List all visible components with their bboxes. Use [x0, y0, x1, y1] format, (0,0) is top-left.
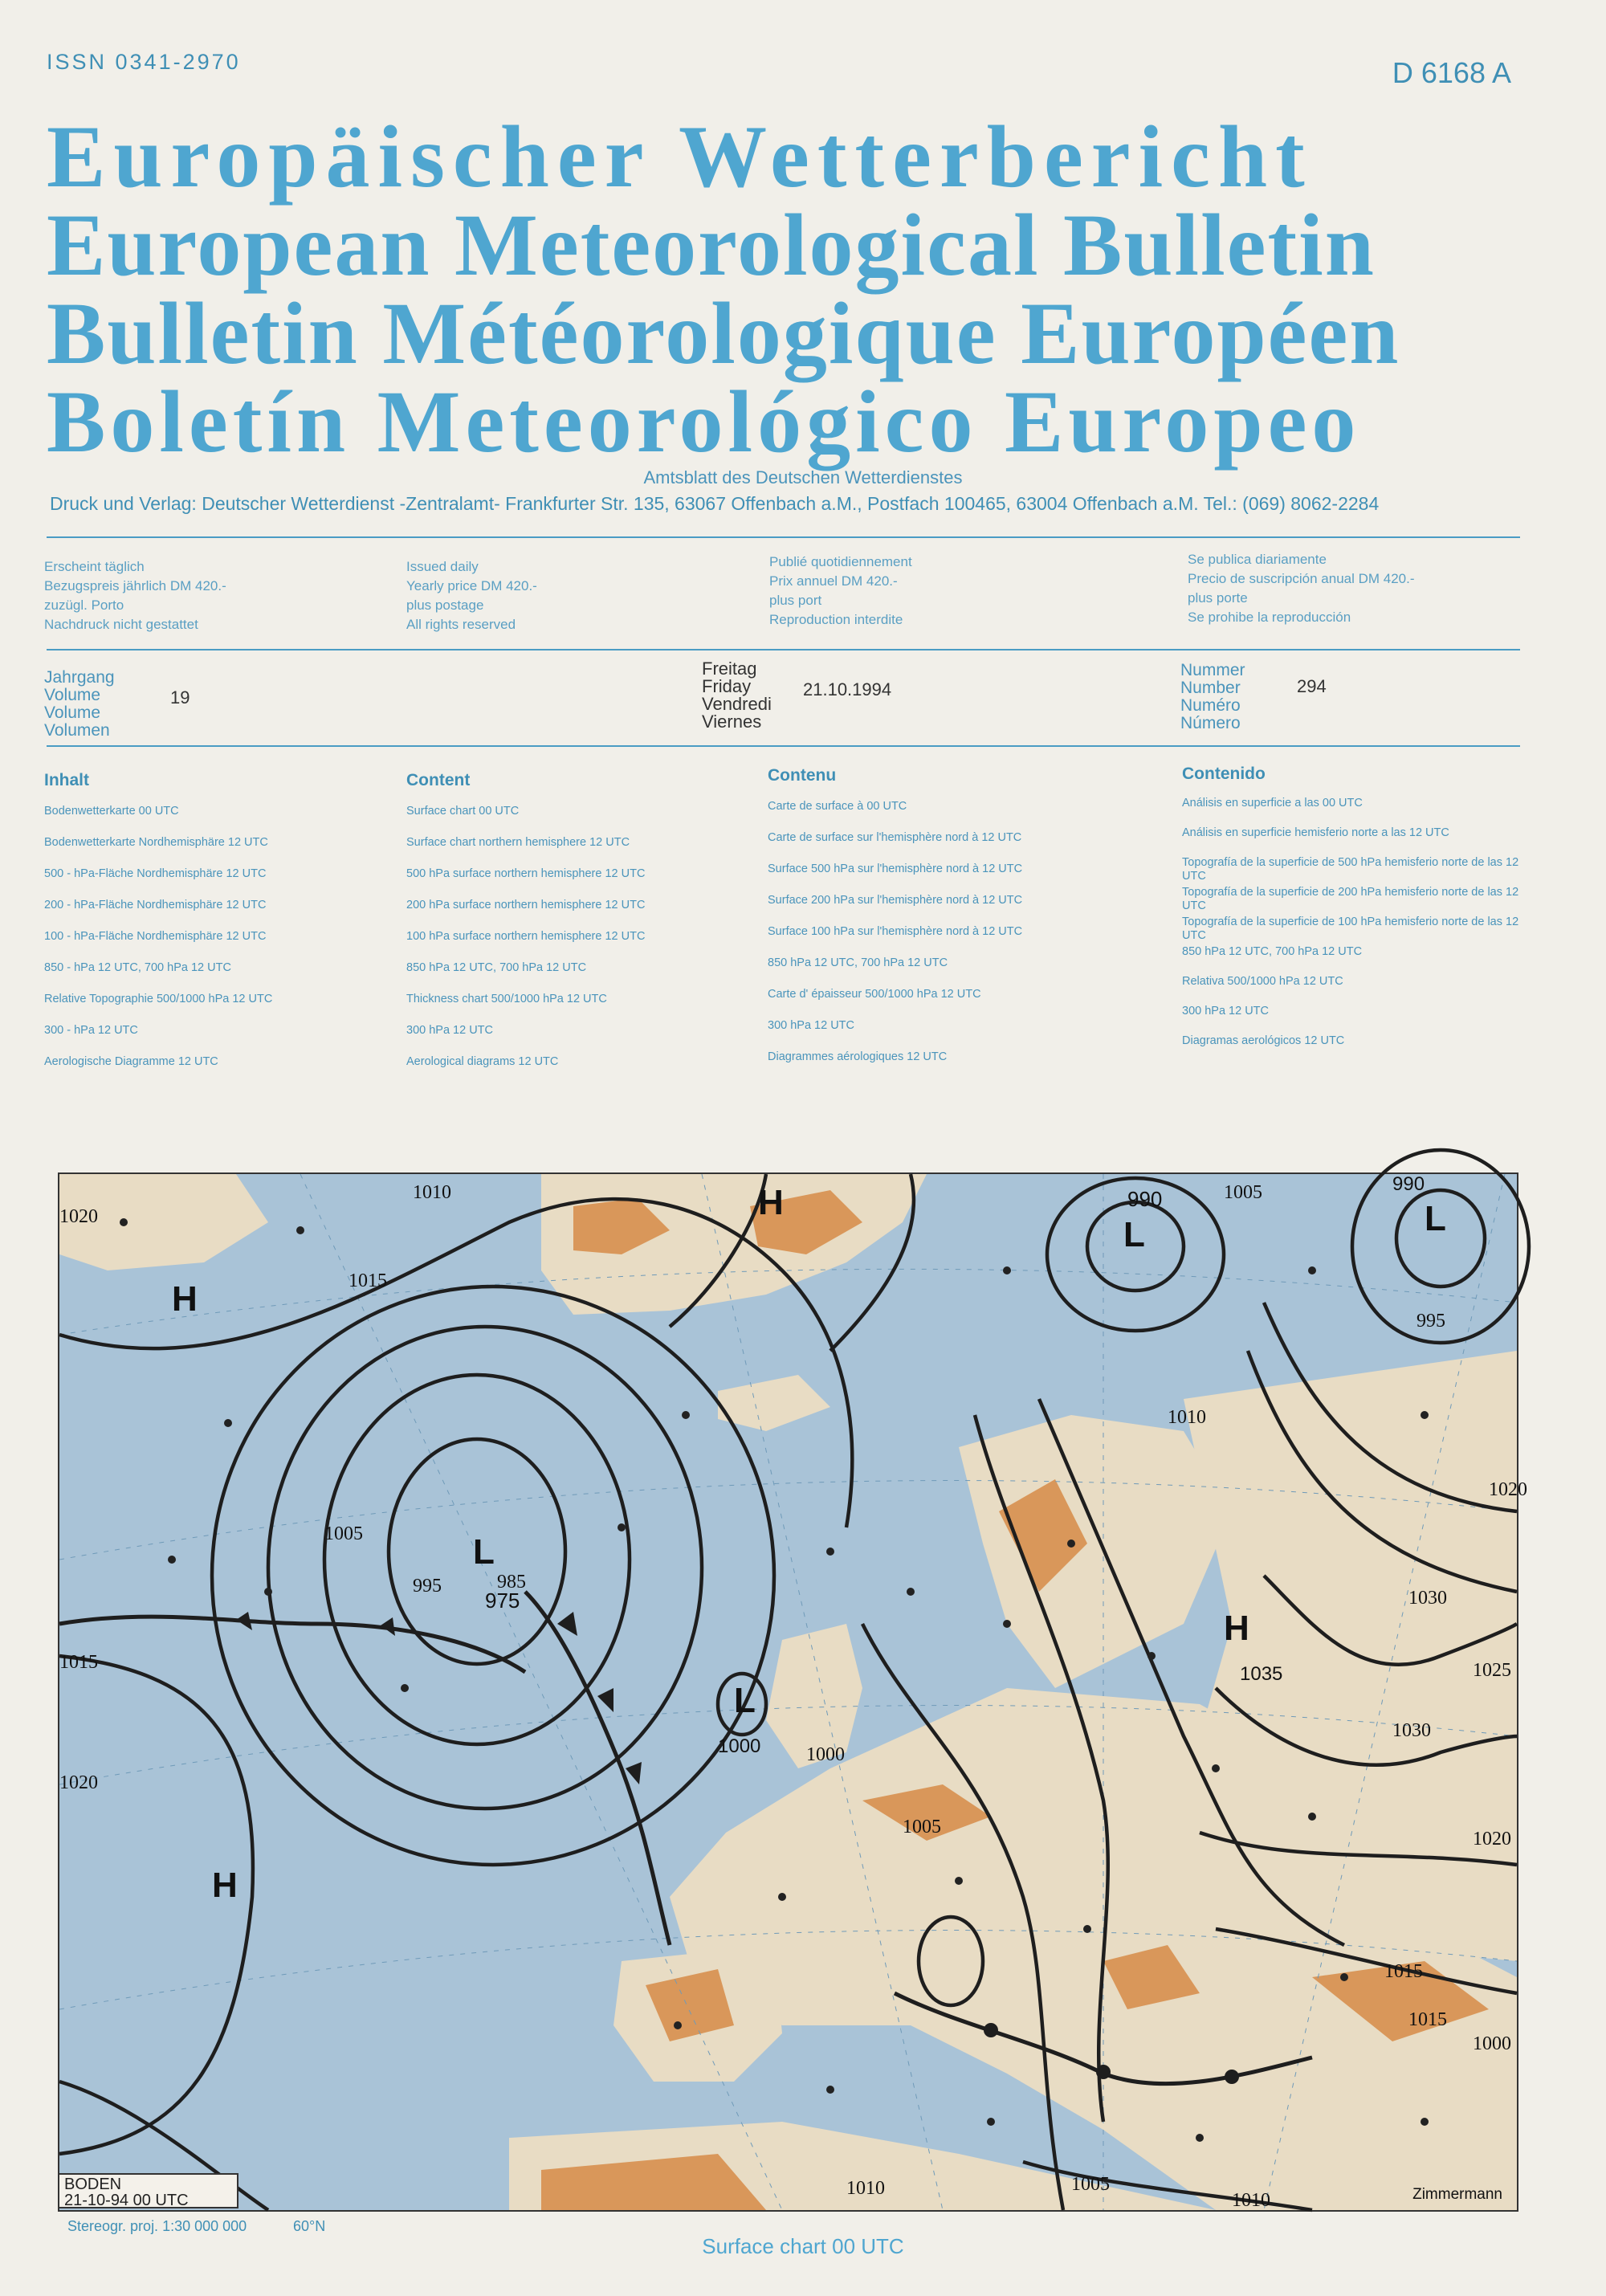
issue-date: 21.10.1994 — [803, 679, 892, 699]
terms-german: Erscheint täglich Bezugspreis jährlich DM 420.- zuzügl. Porto Nachdruck nicht gestattet — [44, 559, 226, 632]
contents-french: Contenu Carte de surface à 00 UTC Carte de surface sur l'hemisphère nord à 12 UTC Surface 500 hPa sur l'hemisphère nord à 12 UTC Surface 200 hPa sur l'hemisphère nord à 12 UTC Surface 100 hPa sur l'hemisphère nord à 12 UTC 850 hPa 12 UTC, 700 hPa 12 UTC Carte d' épaisseur 500/1000 hPa 12 UTC 300 hPa 12 UTC Diagrammes aérologiques 12 UTC — [768, 766, 1023, 1063]
map-caption: Surface chart 00 UTC — [702, 2234, 904, 2258]
isobar-label: 1025 — [1473, 1660, 1511, 1681]
contents-spanish: Contenido Análisis en superficie a las 00 UTC Análisis en superficie hemisferio norte a las 12 UTC Topografía de la superficie de 500 hPa hemisferio norte de las 12 UTC Topografía de la superficie de 200 hPa hemisferio norte de las 12 UTC Topografía de la superficie de 100 hPa hemisferio norte de las 12 UTC 850 hPa 12 UTC, 700 hPa 12 UTC Relativa 500/1000 hPa 12 UTC 300 hPa 12 UTC Diagramas aerológicos 12 UTC — [1182, 765, 1519, 1047]
isobar-label: 1010 — [413, 1182, 451, 1203]
isobar-label: 1010 — [1168, 1407, 1206, 1428]
map-stamp: BODEN 21-10-94 00 UTC — [58, 2173, 238, 2208]
low-center-value: 990 — [1392, 1173, 1425, 1195]
isobar-label: 1005 — [324, 1523, 363, 1544]
publisher-line: Druck und Verlag: Deutscher Wetterdienst -Zentralamt- Frankfurter Str. 135, 63067 Offenbach a.M., Postfach 100465, 63004 Offenbach a.M. Tel.: (069) 8062-2284 — [50, 493, 1380, 514]
issn: ISSN 0341-2970 — [47, 50, 241, 74]
volume-labels: Jahrgang Volume Volume Volumen — [44, 668, 115, 740]
volume-value: 19 — [170, 687, 190, 708]
isobar-label: 1020 — [59, 1206, 98, 1227]
divider — [47, 745, 1520, 747]
map-projection: Stereogr. proj. 1:30 000 000 — [67, 2218, 247, 2234]
isobar-label: 1010 — [1232, 2190, 1270, 2211]
contents-english: Content Surface chart 00 UTC Surface chart northern hemisphere 12 UTC 500 hPa surface northern hemisphere 12 UTC 200 hPa surface northern hemisphere 12 UTC 100 hPa surface northern hemisphere 12 UTC 850 hPa 12 UTC, 700 hPa 12 UTC Thickness chart 500/1000 hPa 12 UTC 300 hPa 12 UTC Aerological diagrams 12 UTC — [406, 771, 646, 1068]
number-labels: Nummer Number Numéro Número — [1180, 661, 1245, 732]
isobar-label: 1015 — [349, 1270, 387, 1291]
terms-english: Issued daily Yearly price DM 420.- plus postage All rights reserved — [406, 559, 537, 632]
isobar-label: 1005 — [1224, 1182, 1262, 1203]
high-center-label: H — [1224, 1609, 1249, 1648]
isobar-label: 1005 — [1071, 2174, 1110, 2195]
terms-french: Publié quotidiennement Prix annuel DM 420.- plus port Reproduction interdite — [769, 554, 912, 627]
high-center-label: H — [212, 1866, 238, 1905]
isobar-label: 1015 — [1408, 2009, 1447, 2030]
isobar-label: 1010 — [846, 2178, 885, 2199]
high-center-value: 1035 — [1240, 1663, 1283, 1685]
low-center-label: L — [473, 1532, 495, 1572]
surface-weather-map — [58, 1172, 1527, 2212]
day-labels: Freitag Friday Vendredi Viernes — [702, 659, 772, 732]
issue-number: 294 — [1297, 676, 1327, 696]
map-drawing — [59, 1173, 1527, 2211]
isobar-label: 1020 — [59, 1772, 98, 1793]
isobar-label: 1030 — [1392, 1720, 1431, 1741]
isobar-label: 1005 — [903, 1817, 941, 1837]
low-center-label: L — [734, 1681, 756, 1720]
low-center-label: L — [1123, 1215, 1145, 1254]
document-number: D 6168 A — [1392, 56, 1511, 89]
high-center-label: H — [172, 1279, 198, 1319]
official-gazette: Amtsblatt des Deutschen Wetterdienstes — [643, 467, 963, 487]
low-center-value: 1000 — [718, 1735, 761, 1757]
isobar-label: 995 — [413, 1576, 442, 1597]
land-scandinavia — [959, 1415, 1232, 1688]
low-center-value: 990 — [1127, 1187, 1163, 1211]
divider — [47, 536, 1520, 538]
title-english: European Meteorological Bulletin — [47, 196, 1376, 294]
contents-german: Inhalt Bodenwetterkarte 00 UTC Bodenwetterkarte Nordhemisphäre 12 UTC 500 - hPa-Fläche Nordhemisphäre 12 UTC 200 - hPa-Fläche Nordhemisphäre 12 UTC 100 - hPa-Fläche Nordhemisphäre 12 UTC 850 - hPa 12 UTC, 700 hPa 12 UTC Relative Topographie 500/1000 hPa 12 UTC 300 - hPa 12 UTC Aerologische Diagramme 12 UTC — [44, 771, 273, 1068]
isobar-label: 1000 — [806, 1744, 845, 1765]
high-center-label: H — [758, 1183, 784, 1222]
land-iceland — [718, 1375, 830, 1431]
divider — [47, 649, 1520, 650]
low-center-label: L — [1425, 1199, 1446, 1238]
isobar-label: 985 — [497, 1572, 526, 1593]
title-german: Europäischer Wetterbericht — [47, 108, 1313, 206]
isobar-label: 995 — [1416, 1311, 1445, 1332]
title-french: Bulletin Météorologique Européen — [47, 284, 1400, 382]
isobar-label: 1020 — [1473, 1829, 1511, 1849]
map-author: Zimmermann — [1412, 2186, 1502, 2203]
isobar-label: 1030 — [1408, 1588, 1447, 1609]
low-center-value: 975 — [485, 1588, 520, 1613]
isobar-label: 1015 — [1384, 1961, 1423, 1982]
terms-spanish: Se publica diariamente Precio de suscripción anual DM 420.- plus porte Se prohibe la reproducción — [1188, 552, 1415, 625]
isobar-label: 1000 — [1473, 2033, 1511, 2054]
title-spanish: Boletín Meteorológico Europeo — [47, 373, 1361, 471]
isobar-label: 1015 — [59, 1652, 98, 1673]
isobar-label: 1020 — [1489, 1479, 1527, 1500]
map-latitude: 60°N — [293, 2218, 326, 2234]
